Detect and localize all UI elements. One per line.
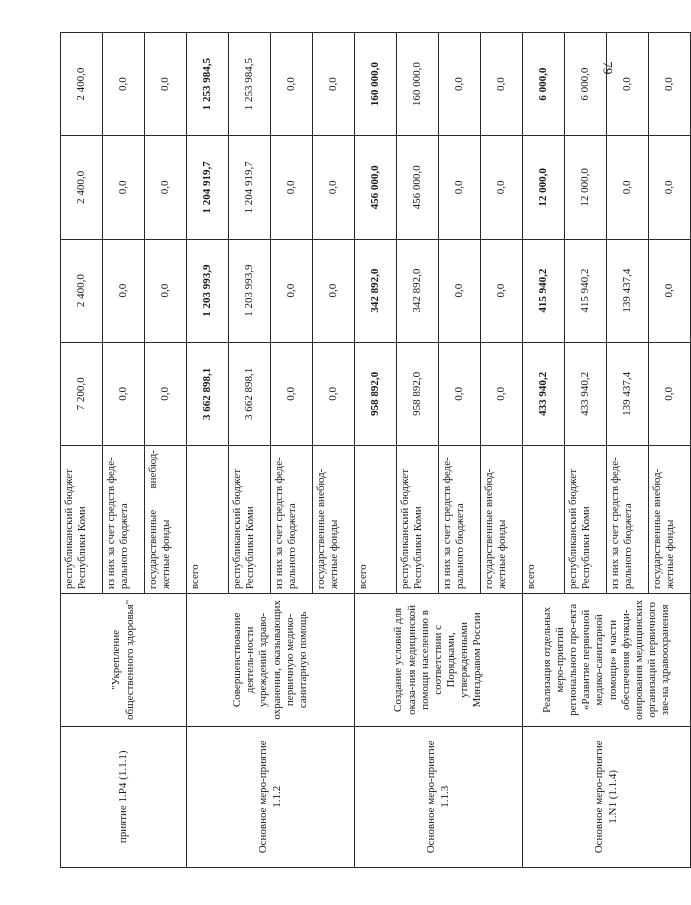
funding-table-body	[61, 33, 691, 868]
total-value-cell: 958 892,0	[355, 342, 397, 445]
total-value-cell: 1 204 919,7	[187, 136, 229, 239]
value-cell: 0,0	[607, 33, 649, 136]
table-row	[523, 33, 565, 868]
value-cell: 0,0	[145, 136, 187, 239]
source-cell: республиканский бюджет Республики Коми	[61, 446, 103, 594]
funding-table	[60, 32, 691, 868]
source-cell: из них за счет средств феде-рального бюджета	[103, 446, 145, 594]
value-cell: 0,0	[313, 33, 355, 136]
event-title-cell: Совершенствование деятель-ности учреждений здраво-охранения, оказывающих первичную медико-санитарную помощь	[187, 594, 355, 726]
value-cell: 2 400,0	[61, 136, 103, 239]
total-value-cell: 1 203 993,9	[187, 239, 229, 342]
event-name-cell: Основное меро-приятие 1.N1 (1.1.4)	[523, 726, 691, 867]
source-cell: всего	[187, 446, 229, 594]
source-cell: из них за счет средств феде-рального бюджета	[439, 446, 481, 594]
total-value-cell: 433 940,2	[523, 342, 565, 445]
table-row	[187, 33, 229, 868]
value-cell: 0,0	[103, 239, 145, 342]
event-title-cell: Реализация отдельных меро-приятий регионального про-екта «Развитие первичной медико-санитарной помощи» в части обеспечения функци-онирования медицинских организаций первичного зве-на здравоохранения	[523, 594, 691, 726]
value-cell: 0,0	[649, 342, 691, 445]
event-title-cell: Создание условий для оказа-ния медицинской помощи населению в соответствии с Порядками, утвержденными Минздравом России	[355, 594, 523, 726]
value-cell: 0,0	[271, 342, 313, 445]
value-cell: 0,0	[145, 239, 187, 342]
event-name-cell: приятие 1.Р4 (1.1.1)	[61, 726, 187, 867]
value-cell: 456 000,0	[397, 136, 439, 239]
value-cell: 139 437,4	[607, 342, 649, 445]
total-value-cell: 342 892,0	[355, 239, 397, 342]
event-name-cell: Основное меро-приятие 1.1.3	[355, 726, 523, 867]
value-cell: 0,0	[481, 342, 523, 445]
value-cell: 0,0	[649, 136, 691, 239]
value-cell: 2 400,0	[61, 33, 103, 136]
value-cell: 0,0	[439, 136, 481, 239]
source-cell: республиканский бюджет Республики Коми	[229, 446, 271, 594]
source-cell: республиканский бюджет Республики Коми	[565, 446, 607, 594]
value-cell: 12 000,0	[565, 136, 607, 239]
source-cell: республиканский бюджет Республики Коми	[397, 446, 439, 594]
total-value-cell: 3 662 898,1	[187, 342, 229, 445]
value-cell: 160 000,0	[397, 33, 439, 136]
table-row	[355, 33, 397, 868]
value-cell: 0,0	[439, 239, 481, 342]
source-cell: из них за счет средств феде-рального бюджета	[271, 446, 313, 594]
total-value-cell: 456 000,0	[355, 136, 397, 239]
total-value-cell: 1 253 984,5	[187, 33, 229, 136]
value-cell: 139 437,4	[607, 239, 649, 342]
value-cell: 1 204 919,7	[229, 136, 271, 239]
value-cell: 342 892,0	[397, 239, 439, 342]
total-value-cell: 415 940,2	[523, 239, 565, 342]
value-cell: 0,0	[313, 136, 355, 239]
value-cell: 958 892,0	[397, 342, 439, 445]
value-cell: 7 200,0	[61, 342, 103, 445]
value-cell: 0,0	[271, 136, 313, 239]
value-cell: 2 400,0	[61, 239, 103, 342]
source-cell: государственные внебюд-жетные фонды	[145, 446, 187, 594]
value-cell: 0,0	[313, 239, 355, 342]
value-cell: 0,0	[313, 342, 355, 445]
total-value-cell: 160 000,0	[355, 33, 397, 136]
value-cell: 1 253 984,5	[229, 33, 271, 136]
value-cell: 0,0	[145, 342, 187, 445]
value-cell: 433 940,2	[565, 342, 607, 445]
value-cell: 0,0	[439, 342, 481, 445]
value-cell: 0,0	[607, 136, 649, 239]
source-cell: всего	[355, 446, 397, 594]
value-cell: 415 940,2	[565, 239, 607, 342]
value-cell: 0,0	[103, 33, 145, 136]
value-cell: 0,0	[481, 239, 523, 342]
source-cell: из них за счет средств феде-рального бюджета	[607, 446, 649, 594]
value-cell: 1 203 993,9	[229, 239, 271, 342]
total-value-cell: 12 000,0	[523, 136, 565, 239]
value-cell: 0,0	[103, 342, 145, 445]
value-cell: 0,0	[271, 239, 313, 342]
value-cell: 6 000,0	[565, 33, 607, 136]
source-cell: государственные внебюд-жетные фонды	[313, 446, 355, 594]
source-cell: всего	[523, 446, 565, 594]
event-name-cell: Основное меро-приятие 1.1.2	[187, 726, 355, 867]
value-cell: 0,0	[481, 33, 523, 136]
table-row	[61, 33, 103, 868]
value-cell: 0,0	[649, 33, 691, 136]
page-number: 79	[600, 61, 616, 75]
value-cell: 3 662 898,1	[229, 342, 271, 445]
value-cell: 0,0	[103, 136, 145, 239]
value-cell: 0,0	[481, 136, 523, 239]
source-cell: государственные внебюд-жетные фонды	[649, 446, 691, 594]
value-cell: 0,0	[145, 33, 187, 136]
event-title-cell: "Укрепление общественного здоровья"	[61, 594, 187, 726]
value-cell: 0,0	[271, 33, 313, 136]
total-value-cell: 6 000,0	[523, 33, 565, 136]
value-cell: 0,0	[649, 239, 691, 342]
source-cell: государственные внебюд-жетные фонды	[481, 446, 523, 594]
value-cell: 0,0	[439, 33, 481, 136]
